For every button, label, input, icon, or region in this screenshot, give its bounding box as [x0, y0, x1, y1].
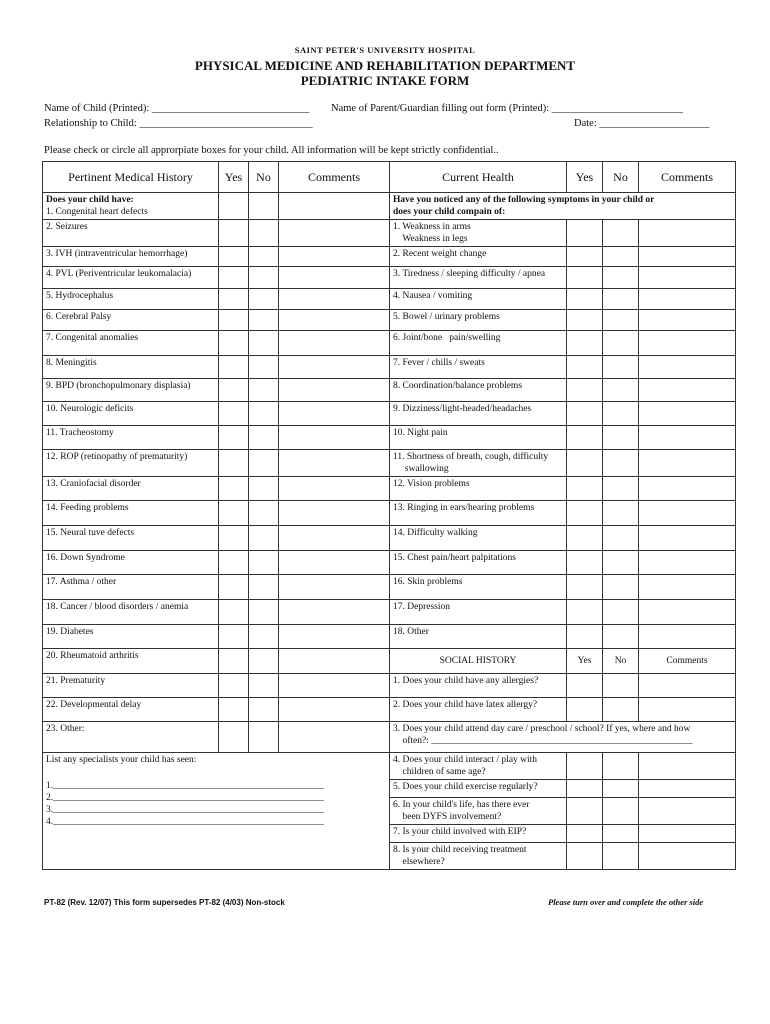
history-no-box[interactable] — [249, 649, 279, 674]
health-item: 2. Does your child have latex allergy? — [390, 698, 567, 722]
health-yes-box[interactable] — [567, 310, 603, 331]
history-yes-box[interactable] — [219, 450, 249, 477]
history-yes-box[interactable] — [219, 247, 249, 267]
social-yes-box[interactable] — [567, 753, 603, 780]
health-comment-box[interactable] — [639, 501, 736, 526]
health-yes-box[interactable] — [567, 220, 603, 247]
history-no-box[interactable] — [249, 477, 279, 501]
history-no-box[interactable] — [249, 722, 279, 753]
history-item: 12. ROP (retinopathy of prematurity) — [43, 450, 219, 477]
health-yes-box[interactable] — [567, 247, 603, 267]
history-no-box[interactable] — [249, 356, 279, 379]
health-no-box[interactable] — [603, 426, 639, 450]
health-no-box[interactable] — [603, 698, 639, 722]
specialists-row — [43, 753, 736, 780]
history-item: 19. Diabetes — [43, 625, 219, 649]
history-item: 9. BPD (bronchopulmonary displasia) — [43, 379, 219, 402]
social-comment-box[interactable] — [639, 753, 736, 780]
health-comment-box[interactable] — [639, 450, 736, 477]
health-item: 1. Weakness in arms Weakness in legs — [390, 220, 567, 247]
history-comment-box[interactable] — [279, 356, 390, 379]
history-item: 18. Cancer / blood disorders / anemia — [43, 600, 219, 625]
social-comment-box[interactable] — [639, 798, 736, 825]
table-row — [43, 402, 736, 426]
history-item: 11. Tracheostomy — [43, 426, 219, 450]
history-no-box[interactable] — [249, 698, 279, 722]
health-comment-box[interactable] — [639, 267, 736, 289]
health-comment-box[interactable] — [639, 402, 736, 426]
history-comment-box[interactable] — [279, 649, 390, 674]
health-item: 8. Coordination/balance problems — [390, 379, 567, 402]
date-field[interactable]: Date: _____________________ — [574, 118, 710, 129]
social-item: 5. Does your child exercise regularly? — [390, 780, 567, 798]
col-no-left: No — [249, 162, 279, 193]
history-yes-box[interactable] — [219, 526, 249, 551]
col-yes-right: Yes — [567, 162, 603, 193]
social-comment-box[interactable] — [639, 780, 736, 798]
specialists-list — [43, 753, 390, 870]
social-no-box[interactable] — [603, 825, 639, 843]
health-comment-box[interactable] — [639, 289, 736, 310]
health-comment-box[interactable] — [639, 526, 736, 551]
history-comment-box[interactable] — [279, 267, 390, 289]
health-item: 12. Vision problems — [390, 477, 567, 501]
social-item: 6. In your child's life, has there ever been DYFS involvement? — [390, 798, 567, 825]
health-yes-box[interactable] — [567, 267, 603, 289]
social-no-box[interactable] — [603, 753, 639, 780]
history-no-box[interactable] — [249, 193, 279, 220]
turn-over-note: Please turn over and complete the other side — [548, 897, 704, 907]
health-yes-box[interactable] — [567, 625, 603, 649]
history-yes-box[interactable] — [219, 402, 249, 426]
health-no-box[interactable] — [603, 600, 639, 625]
history-comment-box[interactable] — [279, 600, 390, 625]
history-comment-box[interactable] — [279, 722, 390, 753]
history-comment-box[interactable] — [279, 526, 390, 551]
health-no-box[interactable] — [603, 575, 639, 600]
history-no-box[interactable] — [249, 450, 279, 477]
health-yes-box[interactable] — [567, 289, 603, 310]
health-no-box[interactable] — [603, 625, 639, 649]
instructions: Please check or circle all approrpiate boxes for your child. All information will be kept strictly confidential.. — [44, 145, 499, 156]
history-item: 7. Congenital anomalies — [43, 331, 219, 356]
history-comment-box[interactable] — [279, 379, 390, 402]
health-item: 15. Chest pain/heart palpitations — [390, 551, 567, 575]
health-comment-box[interactable] — [639, 600, 736, 625]
table-row — [43, 649, 736, 674]
health-no-box[interactable] — [603, 450, 639, 477]
history-yes-box[interactable] — [219, 426, 249, 450]
history-yes-box[interactable] — [219, 379, 249, 402]
history-comment-box[interactable] — [279, 477, 390, 501]
table-row — [43, 193, 736, 220]
history-comment-box[interactable] — [279, 247, 390, 267]
col-yes-left: Yes — [219, 162, 249, 193]
history-comment-box[interactable] — [279, 426, 390, 450]
social-yes-box[interactable] — [567, 825, 603, 843]
health-no-box[interactable] — [603, 331, 639, 356]
social-item: 4. Does your child interact / play with children of same age? — [390, 753, 567, 780]
social-no-box[interactable] — [603, 798, 639, 825]
health-no-box[interactable] — [603, 289, 639, 310]
history-no-box[interactable] — [249, 426, 279, 450]
history-yes-box[interactable] — [219, 722, 249, 753]
health-item: 2. Recent weight change — [390, 247, 567, 267]
social-history-heading: SOCIAL HISTORY — [390, 649, 567, 674]
table-row — [43, 220, 736, 247]
history-comment-box[interactable] — [279, 402, 390, 426]
history-item: 10. Neurologic deficits — [43, 402, 219, 426]
social-yes-box[interactable] — [567, 798, 603, 825]
history-yes-box[interactable] — [219, 674, 249, 698]
health-yes-box[interactable] — [567, 331, 603, 356]
table-row — [43, 267, 736, 289]
history-comment-box[interactable] — [279, 674, 390, 698]
health-yes-box[interactable] — [567, 426, 603, 450]
form-title: PEDIATRIC INTAKE FORM — [300, 73, 470, 88]
history-yes-box[interactable] — [219, 501, 249, 526]
history-item: 15. Neural tuve defects — [43, 526, 219, 551]
social-no-box[interactable] — [603, 780, 639, 798]
history-no-box[interactable] — [249, 600, 279, 625]
symptoms-intro: Have you noticed any of the following symptoms in your child or does your child compain of: — [390, 193, 736, 220]
health-no-box[interactable] — [603, 526, 639, 551]
history-item: 5. Hydrocephalus — [43, 289, 219, 310]
social-yes-box[interactable] — [567, 780, 603, 798]
health-comment-box[interactable] — [639, 674, 736, 698]
history-yes-box[interactable] — [219, 356, 249, 379]
health-comment-box[interactable] — [639, 477, 736, 501]
health-item: 6. Joint/bone pain/swelling — [390, 331, 567, 356]
health-comment-box[interactable] — [639, 247, 736, 267]
health-yes-box[interactable] — [567, 575, 603, 600]
health-yes-box[interactable] — [567, 402, 603, 426]
health-no-box[interactable] — [603, 379, 639, 402]
history-no-box[interactable] — [249, 402, 279, 426]
history-item: 21. Prematurity — [43, 674, 219, 698]
health-yes-box[interactable] — [567, 501, 603, 526]
table-row — [43, 501, 736, 526]
table-row — [43, 625, 736, 649]
col-comments-left: Comments — [279, 162, 390, 193]
health-yes-box[interactable] — [567, 674, 603, 698]
health-yes-box[interactable] — [567, 698, 603, 722]
health-comment-box[interactable] — [639, 310, 736, 331]
history-yes-box[interactable] — [219, 625, 249, 649]
health-yes-box[interactable] — [567, 356, 603, 379]
health-no-box[interactable] — [603, 267, 639, 289]
hospital-name: SAINT PETER'S UNIVERSITY HOSPITAL — [294, 45, 476, 55]
history-comment-box[interactable] — [279, 289, 390, 310]
table-row — [43, 450, 736, 477]
history-item: 4. PVL (Periventricular leukomalacia) — [43, 267, 219, 289]
health-no-box[interactable] — [603, 356, 639, 379]
relationship-field[interactable]: Relationship to Child: _________________________________ — [44, 118, 313, 129]
health-comment-box[interactable] — [639, 625, 736, 649]
history-no-box[interactable] — [249, 501, 279, 526]
history-comment-box[interactable] — [279, 625, 390, 649]
history-item: 17. Asthma / other — [43, 575, 219, 600]
department-name: PHYSICAL MEDICINE AND REHABILITATION DEPARTMENT — [194, 58, 576, 73]
health-item: 11. Shortness of breath, cough, difficulty swallowing — [390, 450, 567, 477]
health-comment-box[interactable] — [639, 220, 736, 247]
table-row — [43, 289, 736, 310]
health-comment-box[interactable] — [639, 698, 736, 722]
history-item: Does your child have: 1. Congenital heart defects — [43, 193, 219, 220]
health-comment-box[interactable] — [639, 356, 736, 379]
health-no-box[interactable] — [603, 247, 639, 267]
health-item: 1. Does your child have any allergies? — [390, 674, 567, 698]
health-comment-box[interactable] — [639, 379, 736, 402]
table-row — [43, 575, 736, 600]
history-item: 2. Seizures — [43, 220, 219, 247]
health-no-box[interactable] — [603, 674, 639, 698]
history-item: 3. IVH (intraventricular hemorrhage) — [43, 247, 219, 267]
social-yes-box[interactable] — [567, 843, 603, 870]
history-yes-box[interactable] — [219, 220, 249, 247]
health-yes-box[interactable] — [567, 379, 603, 402]
health-item: 4. Nausea / vomiting — [390, 289, 567, 310]
social-comments-heading: Comments — [639, 649, 736, 674]
health-item: 5. Bowel / urinary problems — [390, 310, 567, 331]
history-comment-box[interactable] — [279, 501, 390, 526]
history-item: 13. Craniofacial disorder — [43, 477, 219, 501]
social-no-box[interactable] — [603, 843, 639, 870]
table-row — [43, 247, 736, 267]
history-yes-box[interactable] — [219, 289, 249, 310]
history-no-box[interactable] — [249, 220, 279, 247]
table-row — [43, 600, 736, 625]
table-row — [43, 526, 736, 551]
health-comment-box[interactable] — [639, 331, 736, 356]
intake-table — [42, 161, 736, 870]
health-item: 9. Dizziness/light-headed/headaches — [390, 402, 567, 426]
health-item: 3. Tiredness / sleeping difficulty / apnea — [390, 267, 567, 289]
health-item: 10. Night pain — [390, 426, 567, 450]
history-yes-box[interactable] — [219, 477, 249, 501]
history-no-box[interactable] — [249, 247, 279, 267]
health-comment-box[interactable] — [639, 426, 736, 450]
table-row — [43, 356, 736, 379]
health-item: 18. Other — [390, 625, 567, 649]
history-intro: Does your child have: — [46, 195, 134, 205]
history-comment-box[interactable] — [279, 575, 390, 600]
history-item: 22. Developmental delay — [43, 698, 219, 722]
table-row — [43, 379, 736, 402]
health-no-box[interactable] — [603, 310, 639, 331]
history-item: 14. Feeding problems — [43, 501, 219, 526]
health-yes-box[interactable] — [567, 477, 603, 501]
social-item: 3. Does your child attend day care / preschool / school? If yes, where and how often?: _______________________________________________________ — [390, 722, 736, 753]
table-row — [43, 310, 736, 331]
health-yes-box[interactable] — [567, 600, 603, 625]
health-comment-box[interactable] — [639, 551, 736, 575]
table-row — [43, 698, 736, 722]
history-yes-box[interactable] — [219, 310, 249, 331]
table-row — [43, 722, 736, 753]
health-no-box[interactable] — [603, 501, 639, 526]
history-no-box[interactable] — [249, 551, 279, 575]
social-comment-box[interactable] — [639, 843, 736, 870]
col-pertinent-history: Pertinent Medical History — [43, 162, 219, 193]
history-item: 16. Down Syndrome — [43, 551, 219, 575]
history-comment-box[interactable] — [279, 331, 390, 356]
table-row — [43, 426, 736, 450]
history-yes-box[interactable] — [219, 331, 249, 356]
col-comments-right: Comments — [639, 162, 736, 193]
history-no-box[interactable] — [249, 379, 279, 402]
child-name-field[interactable]: Name of Child (Printed): ______________________________ — [44, 103, 310, 114]
health-yes-box[interactable] — [567, 526, 603, 551]
health-item: 17. Depression — [390, 600, 567, 625]
history-no-box[interactable] — [249, 310, 279, 331]
history-comment-box[interactable] — [279, 193, 390, 220]
history-yes-box[interactable] — [219, 649, 249, 674]
health-no-box[interactable] — [603, 477, 639, 501]
parent-name-field[interactable]: Name of Parent/Guardian filling out form (Printed): _________________________ — [331, 103, 683, 114]
health-no-box[interactable] — [603, 551, 639, 575]
health-item: 14. Difficulty walking — [390, 526, 567, 551]
history-no-box[interactable] — [249, 331, 279, 356]
history-comment-box[interactable] — [279, 310, 390, 331]
history-yes-box[interactable] — [219, 698, 249, 722]
table-row — [43, 331, 736, 356]
social-yes-heading: Yes — [567, 649, 603, 674]
social-item: 7. Is your child involved with EIP? — [390, 825, 567, 843]
history-no-box[interactable] — [249, 526, 279, 551]
health-yes-box[interactable] — [567, 450, 603, 477]
history-comment-box[interactable] — [279, 551, 390, 575]
history-no-box[interactable] — [249, 625, 279, 649]
history-no-box[interactable] — [249, 575, 279, 600]
history-item: 23. Other: — [43, 722, 219, 753]
social-no-heading: No — [603, 649, 639, 674]
history-yes-box[interactable] — [219, 193, 249, 220]
health-item: 7. Fever / chills / sweats — [390, 356, 567, 379]
social-comment-box[interactable] — [639, 825, 736, 843]
history-yes-box[interactable] — [219, 551, 249, 575]
history-comment-box[interactable] — [279, 450, 390, 477]
history-yes-box[interactable] — [219, 267, 249, 289]
history-yes-box[interactable] — [219, 600, 249, 625]
table-row — [43, 551, 736, 575]
specialists-lines[interactable]: 1._________________________________________________________ 2._________________________________________________________ 3._________________________________________________________ 4._________________________________________________________ — [46, 781, 324, 827]
social-item: 8. Is your child receiving treatment elsewhere? — [390, 843, 567, 870]
health-item: 13. Ringing in ears/hearing problems — [390, 501, 567, 526]
col-no-right: No — [603, 162, 639, 193]
history-comment-box[interactable] — [279, 698, 390, 722]
health-no-box[interactable] — [603, 220, 639, 247]
health-comment-box[interactable] — [639, 575, 736, 600]
history-item: 8. Meningitis — [43, 356, 219, 379]
table-row — [43, 477, 736, 501]
specialists-label: List any specialists your child has seen: — [46, 755, 197, 765]
history-comment-box[interactable] — [279, 220, 390, 247]
history-no-box[interactable] — [249, 267, 279, 289]
history-no-box[interactable] — [249, 289, 279, 310]
history-no-box[interactable] — [249, 674, 279, 698]
health-no-box[interactable] — [603, 402, 639, 426]
table-row — [43, 674, 736, 698]
history-yes-box[interactable] — [219, 575, 249, 600]
health-item: 16. Skin problems — [390, 575, 567, 600]
col-current-health: Current Health — [390, 162, 567, 193]
health-yes-box[interactable] — [567, 551, 603, 575]
history-item: 6. Cerebral Palsy — [43, 310, 219, 331]
form-revision: PT-82 (Rev. 12/07) This form supersedes PT-82 (4/03) Non-stock — [44, 898, 285, 907]
history-item: 20. Rheumatoid arthritis — [43, 649, 219, 674]
